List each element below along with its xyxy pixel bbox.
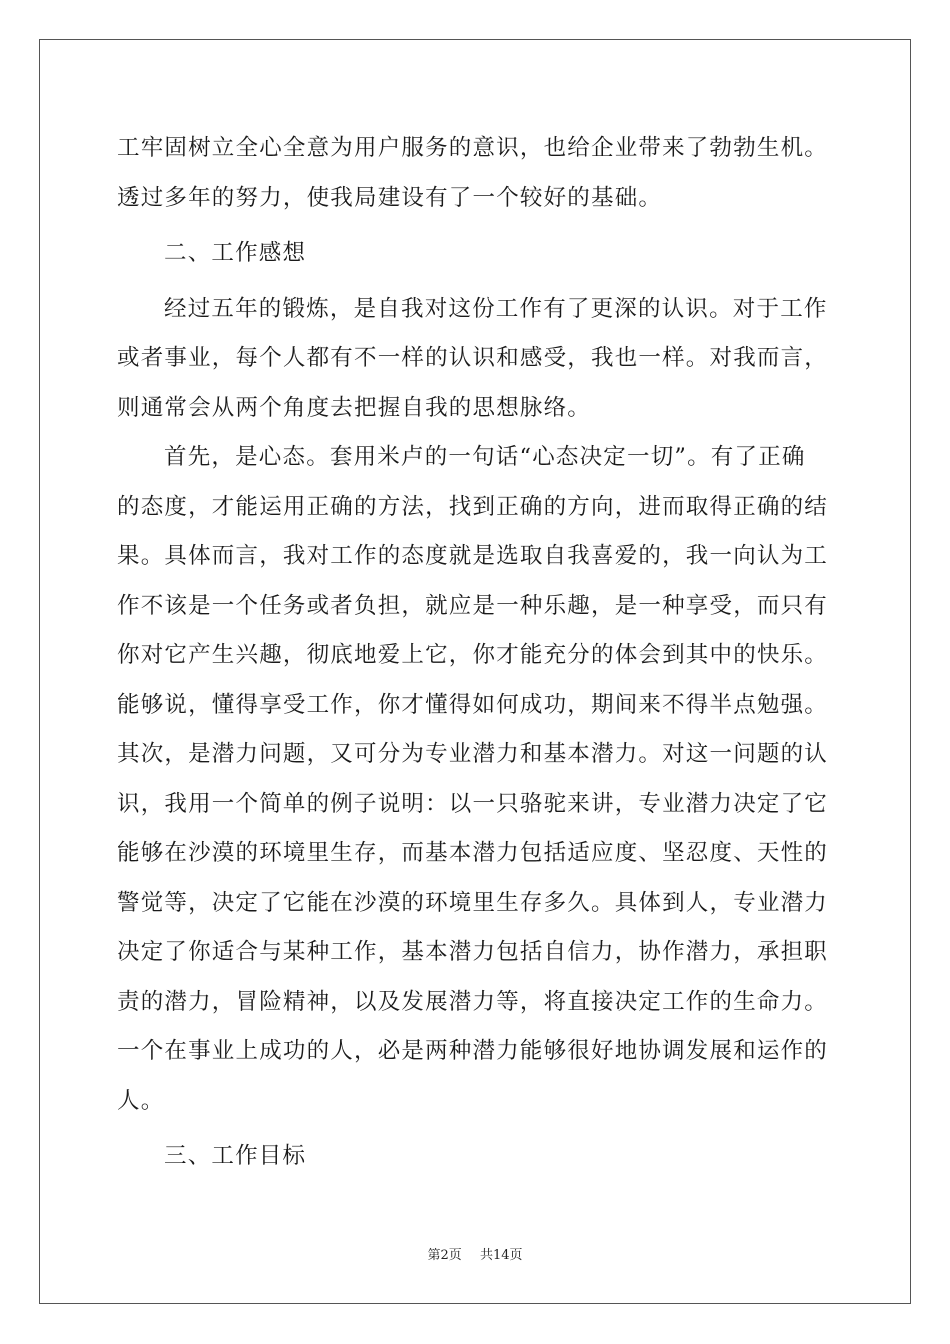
body-line: 人。 — [117, 1087, 165, 1114]
body-line: 责的潜力，冒险精神，以及发展潜力等，将直接决定工作的生命力。 — [117, 988, 829, 1015]
document-body — [117, 124, 833, 1188]
body-line: 首先，是心态。套用米卢的一句话“心态决定一切”。有了正确 — [164, 444, 806, 470]
section-heading: 二、工作感想 — [164, 240, 307, 266]
body-line: 你对它产生兴趣，彻底地爱上它，你才能充分的体会到其中的快乐。 — [117, 642, 829, 668]
body-line: 透过多年的努力，使我局建设有了一个较好的基础。 — [117, 184, 663, 211]
body-line: 决定了你适合与某种工作，基本潜力包括自信力，协作潜力，承担职 — [117, 939, 829, 965]
body-line: 果。具体而言，我对工作的态度就是选取自我喜爱的，我一向认为工 — [117, 543, 829, 569]
body-line: 一个在事业上成功的人，必是两种潜力能够很好地协调发展和运作的 — [117, 1038, 829, 1064]
body-line: 工牢固树立全心全意为用户服务的意识，也给企业带来了勃勃生机。 — [117, 135, 829, 161]
page-number: 第2页 — [427, 1248, 462, 1263]
body-line: 的态度，才能运用正确的方法，找到正确的方向，进而取得正确的结 — [117, 493, 829, 520]
body-line: 其次，是潜力问题，又可分为专业潜力和基本潜力。对这一问题的认 — [117, 741, 829, 767]
page-total: 共14页 — [479, 1248, 523, 1263]
body-line: 或者事业，每个人都有不一样的认识和感受，我也一样。对我而言， — [117, 345, 829, 371]
body-line: 识，我用一个简单的例子说明：以一只骆驼来讲，专业潜力决定了它 — [117, 790, 829, 817]
section-heading: 三、工作目标 — [164, 1143, 307, 1169]
body-line: 警觉等，决定了它能在沙漠的环境里生存多久。具体到人，专业潜力 — [117, 889, 829, 916]
body-line: 则通常会从两个角度去把握自我的思想脉络。 — [117, 394, 592, 421]
body-line: 能够说，懂得享受工作，你才懂得如何成功，期间来不得半点勉强。 — [117, 691, 829, 718]
body-line: 能够在沙漠的环境里生存，而基本潜力包括适应度、坚忍度、天性的 — [117, 840, 829, 866]
body-line: 作不该是一个任务或者负担，就应是一种乐趣，是一种享受，而只有 — [117, 592, 829, 619]
page-footer — [0, 1244, 950, 1263]
body-line: 经过五年的锻炼，是自我对这份工作有了更深的认识。对于工作 — [164, 295, 828, 322]
